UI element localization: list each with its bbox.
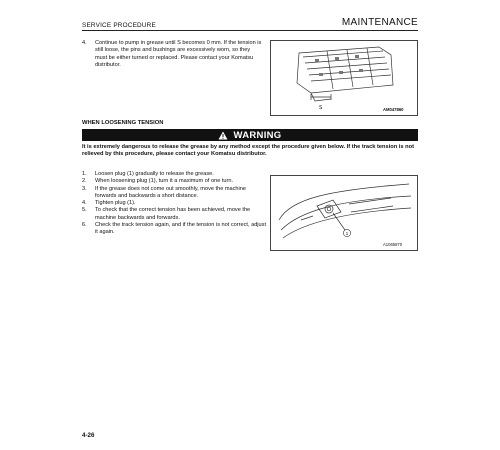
step-text: To check that the correct tension has been achieved, move the machine backwards and forwards. [95,207,251,221]
section-heading: WHEN LOOSENING TENSION [82,120,164,126]
step-text: Tighten plug (1). [95,200,136,207]
step-item [82,200,267,207]
warning-title: WARNING [233,129,282,141]
step-text: Loosen plug (1) gradually to release the grease. [95,171,214,177]
step-item [82,171,267,178]
loosening-steps [82,171,267,237]
track-shoe-figure [270,40,418,116]
figure-code: A1065870 [383,242,403,247]
step-number: 1. [82,171,87,177]
warning-triangle-icon [218,131,228,140]
callout-number: 1 [345,231,349,237]
step-item [82,186,267,201]
step-item [82,40,262,69]
figure-code: AM047860 [383,107,404,112]
step-text: Continue to pump in grease until S becomes 0 mm. If the tension is still loose, the pins and bushings are excessively worn, so they must be either turned or replaced. Please contact your Komatsu distributor. [95,40,262,68]
step-number: 4. [82,40,87,46]
step-number: 4. [82,200,87,207]
page-number: 4-26 [82,432,95,439]
track-shoe-illustration [271,41,417,115]
warning-banner [82,129,418,141]
header-rule [82,30,418,31]
step-number: 6. [82,222,87,229]
chapter-title: MAINTENANCE [341,17,418,28]
step-number: 2. [82,178,87,185]
step-text: Check the track tension again, and if the tension is not correct, adjust it again. [95,222,267,236]
step-number: 3. [82,185,87,192]
track-frame-illustration [271,176,417,250]
step-item [82,178,267,185]
step-item [82,222,267,237]
section-label: SERVICE PROCEDURE [82,22,156,29]
step-number: 5. [82,207,87,214]
dimension-s-label: S [319,105,323,111]
step-item [82,207,267,222]
grease-plug-figure [270,175,418,251]
warning-text: It is extremely dangerous to release the grease by any method except the procedure given below. If the track tension is not relieved by this procedure, please contact your Komatsu distributor. [82,144,414,158]
step-text: When loosening plug (1), turn it a maximum of one turn. [95,178,234,185]
step-text: If the grease does not come out smoothly, move the machine forwards and backwards a short distance. [95,185,247,199]
